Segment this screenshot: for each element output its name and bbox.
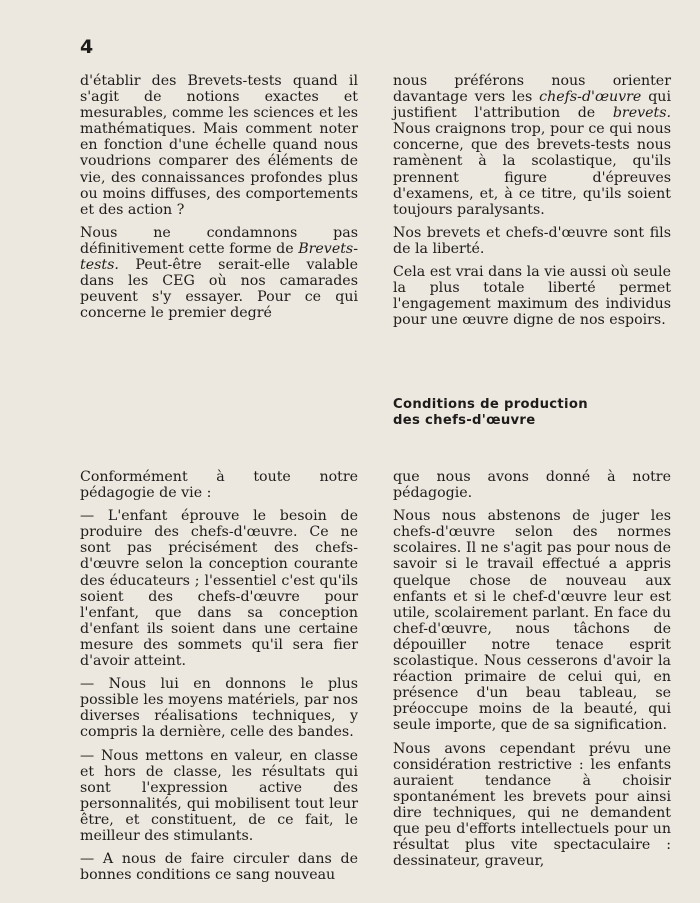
paragraph: Nous ne condamnons pas définitivement cette forme de Brevets-tests. Peut-être serait-elle valable dans les CEG où nos camarades peuvent s'y essayer. Pour ce qui concerne le premier degré <box>80 224 358 322</box>
paragraph: que nous avons donné à notre pédagogie. <box>393 469 671 502</box>
italic-term: Brevets-tests. <box>80 240 358 274</box>
paragraph: — L'enfant éprouve le besoin de produire des chefs-d'œuvre. Ce ne sont pas précisément des chefs-d'œuvre selon la conception courante des éducateurs ; l'essentiel c'est qu'ils soient des chefs-d'œuvre pour l'enfant, que dans sa conception d'enfant ils soient dans une certaine mesure des sommets qu'il sera fier d'avoir atteint. <box>80 508 358 670</box>
heading-line: des chefs-d'œuvre <box>393 413 536 428</box>
italic-term: brevets. <box>612 105 671 122</box>
column-bottom-left <box>80 469 358 890</box>
column-top-left <box>80 73 358 328</box>
paragraph: — Nous mettons en valeur, en classe et hors de classe, les résultats qui sont l'expression active des personnalités, qui mobilisent tout leur être, et constituent, de ce fait, le meilleur des stimulants. <box>80 747 358 844</box>
paragraph: nous préférons nous orienter davantage vers les chefs-d'œuvre qui justifient l'attribution de brevets. Nous craignons trop, pour ce qui nous concerne, que des brevets-tests nous ramènent à la scolastique, qu'ils prennent figure d'épreuves d'examens, et, à ce titre, qu'ils soient toujours paralysants. <box>393 73 671 218</box>
paragraph: Cela est vrai dans la vie aussi où seule la plus totale liberté permet l'engagement maximum des individus pour une œuvre digne de nos espoirs. <box>393 264 671 329</box>
heading-line: Conditions de production <box>393 397 588 412</box>
paragraph: Nos brevets et chefs-d'œuvre sont fils de la liberté. <box>393 224 671 257</box>
paragraph: Nous nous abstenons de juger les chefs-d'œuvre selon des normes scolaires. Il ne s'agit pas pour nous de savoir si le travail effectué a appris quelque chose de nouveau aux enfants et si le chef-d'œuvre leur est utile, scolairement parlant. En face du chef-d'œuvre, nous tâchons de dépouiller notre tenace esprit scolastique. Nous cesserons d'avoir la réaction primaire de celui qui, en présence d'un beau tableau, se préoccupe moins de la beauté, qui seule importe, que de sa signification. <box>393 508 671 734</box>
paragraph: Conformément à toute notre pédagogie de vie : <box>80 469 358 502</box>
paragraph: — A nous de faire circuler dans de bonnes conditions ce sang nouveau <box>80 851 358 884</box>
italic-term: chefs-d'œuvre <box>539 89 642 106</box>
column-top-right <box>393 73 671 335</box>
paragraph: Nous avons cependant prévu une considération restrictive : les enfants auraient tendance à choisir spontanément les brevets pour ainsi dire techniques, qui ne demandent que peu d'efforts intellectuels pour un résultat plus vite spectaculaire : dessinateur, graveur, <box>393 740 671 870</box>
page-number: 4 <box>80 36 94 58</box>
paragraph: — Nous lui en donnons le plus possible les moyens matériels, par nos diverses réalisations techniques, y compris la dernière, celle des bandes. <box>80 676 358 741</box>
section-heading <box>393 397 653 429</box>
column-bottom-right <box>393 469 671 876</box>
paragraph: d'établir des Brevets-tests quand il s'agit de notions exactes et mesurables, comme les sciences et les mathématiques. Mais comment noter en fonction d'une échelle quand nous voudrions comparer des éléments de vie, des connaissances profondes plus ou moins diffuses, des comportements et des action ? <box>80 73 358 218</box>
